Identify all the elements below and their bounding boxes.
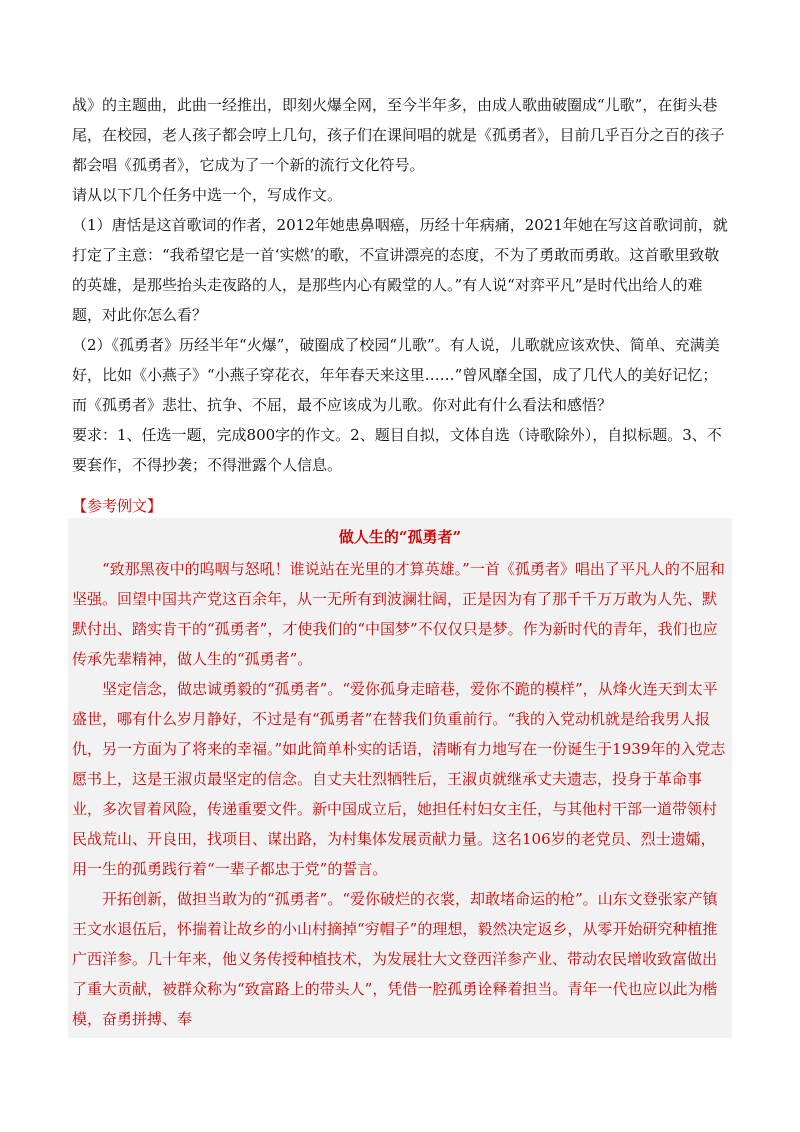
task-2: （2）《孤勇者》历经半年“火爆”，破圈成了校园“儿歌”。有人说，儿歌就应该欢快、简单、充满美好，比如《小燕子》“小燕子穿花衣，年年春天来这里……”曾风靡全国，成了几代人的美好记忆；而《孤勇者》悲壮、抗争、不屈，最不应该成为儿歌。你对此有什么看法和感悟？ bbox=[72, 336, 720, 414]
task-1: （1）唐恬是这首歌词的作者，2012年她患鼻咽癌，历经十年病痛，2021年她在写这首歌词前，就打定了主意：“我希望它是一首‘实燃’的歌，不宣讲漂亮的态度，不为了勇敢而勇敢。这首歌里致敬的英雄，是那些抬头走夜路的人，是那些内心有殿堂的人。”有人说“对弈平凡”是时代出给人的难题，对此你怎么看？ bbox=[72, 216, 728, 324]
essay-title: 做人生的“孤勇者” bbox=[338, 528, 462, 546]
essay-body bbox=[72, 554, 728, 1034]
reference-label: 【参考例文】 bbox=[72, 497, 163, 515]
task-instruction: 请从以下几个任务中选一个，写成作文。 bbox=[72, 186, 343, 204]
essay-paragraph: 开拓创新，做担当敢为的“孤勇者”。“爱你破烂的衣裳，却敢堵命运的枪”。山东文登张家产镇王文水退伍后，怀揣着让故乡的小山村摘掉“穷帽子”的理想，毅然决定返乡，从零开始研究种植推广西洋参。几十年来，他义务传授种植技术，为发展壮大文登西洋参产业、带动农民增收致富做出了重大贡献，被群众称为“致富路上的带头人”，凭借一腔孤勇诠释着担当。青年一代也应以此为楷模，奋勇拼搏、奉 bbox=[72, 890, 718, 1028]
prompt-section bbox=[72, 90, 732, 480]
essay-paragraph: 坚定信念，做忠诚勇毅的“孤勇者”。“爱你孤身走暗巷，爱你不跪的模样”，从烽火连天到太平盛世，哪有什么岁月静好，不过是有“孤勇者”在替我们负重前行。“我的入党动机就是给我男人报仇，另一方面为了将来的幸福。”如此简单朴实的话语，清晰有力地写在一份诞生于1939年的入党志愿书上，这是王淑贞最坚定的信念。自丈夫壮烈牺牲后，王淑贞就继承丈夫遗志，投身于革命事业，多次冒着风险，传递重要文件。新中国成立后，她担任村妇女主任，与其他村干部一道带领村民战荒山、开良田，找项目、谋出路，为村集体发展贡献力量。这名106岁的老党员、烈士遗孀，用一生的孤勇践行着“一辈子都忠于党”的誓言。 bbox=[72, 680, 726, 878]
intro-paragraph: 战》的主题曲，此曲一经推出，即刻火爆全网，至今半年多，由成人歌曲破圈成“儿歌”，在街头巷尾，在校园，老人孩子都会哼上几句，孩子们在课间唱的就是《孤勇者》，目前几乎百分之百的孩子都会唱《孤勇者》，它成为了一个新的流行文化符号。 bbox=[72, 96, 725, 174]
essay-paragraph: “致那黑夜中的呜咽与怒吼！谁说站在光里的才算英雄。”一首《孤勇者》唱出了平凡人的不屈和坚强。回望中国共产党这百余年，从一无所有到波澜壮阔，正是因为有了那千千万万敢为人先、默默付出、踏实肯干的“孤勇者”，才使我们的“中国梦”不仅仅只是梦。作为新时代的青年，我们也应传承先辈精神，做人生的“孤勇者”。 bbox=[72, 560, 725, 668]
requirements: 要求：1、任选一题，完成800字的作文。2、题目自拟，文体自选（诗歌除外），自拟标题。3、不要套作，不得抄袭；不得泄露个人信息。 bbox=[72, 426, 722, 474]
